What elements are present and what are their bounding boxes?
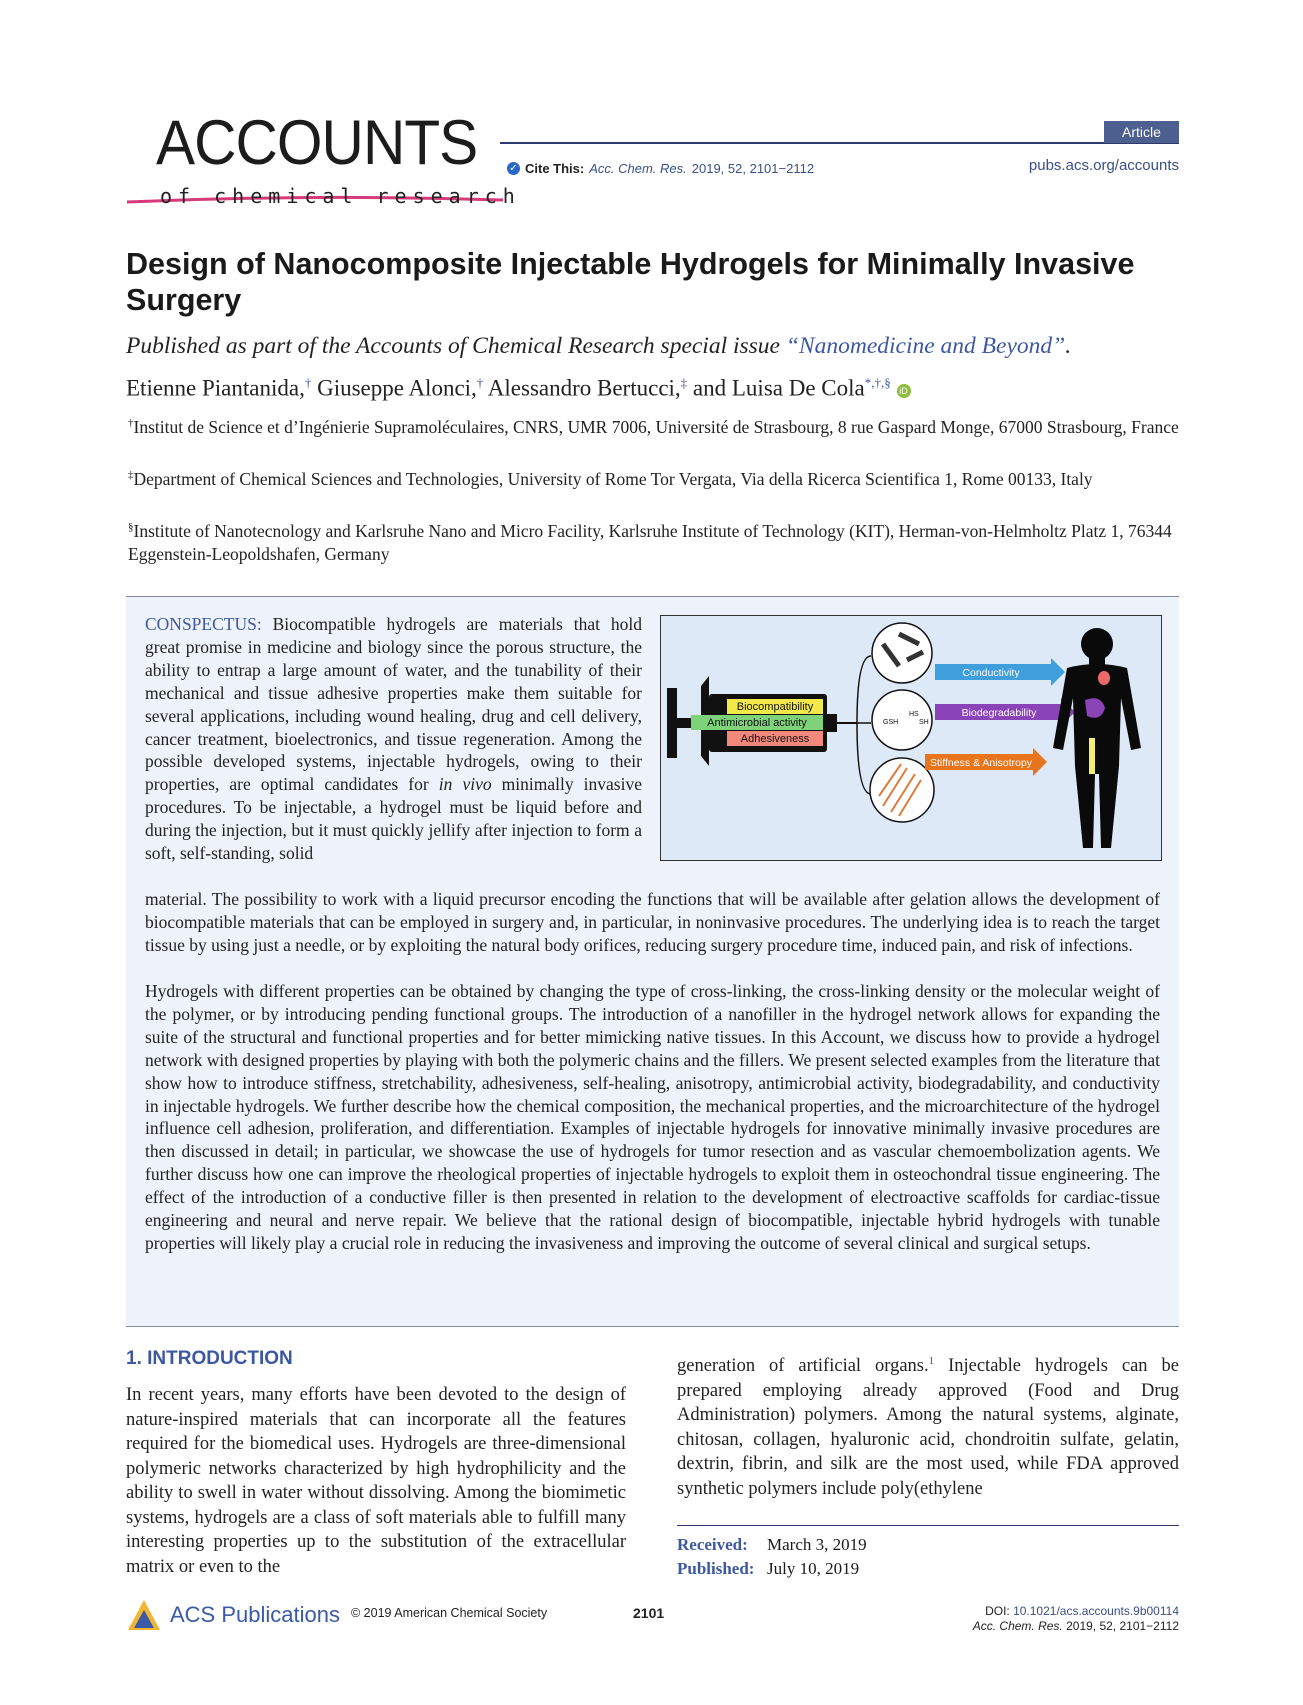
heart-icon (1098, 671, 1110, 685)
author-marks: ‡ (680, 375, 688, 390)
intro-text: generation of artificial organs. (677, 1356, 929, 1377)
received-date: March 3, 2019 (767, 1535, 867, 1554)
syringe-label: Antimicrobial activity (707, 717, 807, 729)
author-list (126, 375, 911, 402)
author-marks: † (304, 375, 312, 390)
journal-logo: ACCOUNTS (156, 108, 478, 178)
received-label: Received: (677, 1535, 748, 1554)
doi-link[interactable]: 10.1021/acs.accounts.9b00114 (1013, 1604, 1179, 1618)
author-name[interactable]: Alessandro Bertucci, (487, 375, 681, 401)
header-rule (500, 142, 1179, 144)
author-name[interactable]: Giuseppe Alonci, (317, 375, 477, 401)
special-issue-suffix: . (1065, 333, 1072, 359)
affiliation-mark: ‡ (128, 469, 134, 481)
syringe-label: Biocompatibility (736, 701, 814, 713)
affiliation-mark: † (128, 417, 134, 429)
conspectus-text: material. The possibility to work with a liquid precursor encoding the functions that will be available after gelation allows the development of biocompatible materials that can be employed in surgery and, in particular, in noninvasive procedures. The underlying idea is to reach the target tissue by using just a needle, or by exploiting the natural body orifices, reducing surgery procedure time, induced pain, and risk of infections. (145, 889, 1160, 955)
affiliation-text: Institut de Science et d’Ingénierie Supramoléculaires, CNRS, UMR 7006, Université de Strasbourg, 8 rue Gaspard Monge, 67000 Strasbourg, France (133, 416, 1179, 437)
article-dates (677, 1533, 867, 1581)
cite-this-link[interactable] (507, 161, 814, 176)
author-name[interactable]: Etienne Piantanida, (126, 375, 305, 401)
conspectus-italic: in vivo (438, 774, 492, 795)
dates-rule (677, 1525, 1179, 1526)
toc-graphic (660, 615, 1162, 861)
cite-journal: Acc. Chem. Res. (589, 161, 687, 176)
affiliation (128, 464, 1183, 491)
affiliation-text: Department of Chemical Sciences and Technologies, University of Rome Tor Vergata, Via della Ricerca Scientifica 1, Rome 00133, Italy (133, 468, 1093, 489)
conspectus-continuation (145, 888, 1160, 957)
intro-text-left: In recent years, many efforts have been devoted to the design of nature-inspired materials that can incorporate all the features required for the biomedical uses. Hydrogels are three-dimensional polymeric networks characterized by high hydrophilicity and the ability to swell in water without dissolving. Among the biomimetic systems, hydrogels are a class of soft materials able to fulfill many interesting properties up to the substitution of the extracellular matrix or even to the (126, 1385, 626, 1577)
arrow-label: Stiffness & Anisotropy (930, 757, 1032, 769)
branch-line (857, 656, 871, 723)
journal-logo-subtitle: of chemical research (160, 184, 521, 208)
conspectus-text: Hydrogels with different properties can be obtained by changing the type of cross-linking, the cross-linking density or the molecular weight of the polymer, or by introducing pending functional groups. The introduction of a nanofiller in the hydrogel network allows for expanding the suite of the structural and functional properties and for better mimicking native tissues. In this Account, we discuss how to provide a hydrogel network with designed properties by playing with both the polymeric chains and the fillers. We present selected examples from the literature that show how to introduce stiffness, stretchability, adhesiveness, self-healing, anisotropy, antimicrobial activity, biodegradability, and conductivity in injectable hydrogels. We further describe how the chemical composition, the mechanical properties, and the microarchitecture of the hydrogel influence cell adhesion, proliferation, and differentiation. Examples of injectable hydrogels for innovative minimally invasive procedures are then discussed in detail; in particular, we showcase the use of hydrogels for tumor resection and as vascular chemoembolization agents. We further discuss how one can improve the rheological properties of injectable hydrogels to exploit them in osteochondral tissue engineering. The effect of the introduction of a conductive filler is then presented in relation to the development of electroactive scaffolds for cardiac-tissue engineering and neural and nerve repair. We believe that the rational design of biocompatible, injectable hybrid hydrogels with tunable properties will likely play a crucial role in reducing the invasiveness and improving the outcome of several clinical and surgical setups. (145, 981, 1160, 1253)
special-issue-link[interactable]: “Nanomedicine and Beyond” (785, 333, 1066, 359)
toc-graphic-svg (661, 616, 1161, 860)
acs-hexagon-icon (126, 1598, 162, 1632)
acs-publications-logo[interactable] (126, 1598, 340, 1632)
orcid-icon[interactable]: iD (897, 384, 911, 398)
arrow-label: Biodegradability (961, 707, 1037, 719)
doi-prefix: DOI: (985, 1604, 1014, 1618)
affiliation (128, 516, 1183, 566)
cite-details: 2019, 52, 2101−2112 (691, 161, 815, 176)
author-name[interactable]: and Luisa De Cola (692, 375, 865, 401)
affiliation-text: Institute of Nanotecnology and Karlsruhe Nano and Micro Facility, Karlsruhe Institute of Technology (KIT), Herman-von-Helmholtz Platz 1, 76344 Eggenstein-Leopoldshafen, Germany (128, 520, 1172, 564)
acs-publications-text: ACS Publications (170, 1602, 340, 1627)
doi-block (973, 1604, 1179, 1634)
page-number: 2101 (633, 1605, 665, 1621)
cite-label: Cite This: (525, 161, 585, 176)
copyright-notice: © 2019 American Chemical Society (351, 1606, 548, 1620)
footer-journal: Acc. Chem. Res. (972, 1619, 1063, 1633)
bone-icon (1089, 738, 1095, 774)
special-issue-prefix: Published as part of the Accounts of Chemical Research special issue (126, 333, 786, 359)
article-title: Design of Nanocomposite Injectable Hydrogels for Minimally Invasive Surgery (126, 247, 1135, 317)
affiliation-mark: § (128, 521, 134, 533)
chem-label: SH (919, 719, 929, 726)
intro-text: Injectable hydrogels can be prepared employing already approved (Food and Drug Administration) polymers. Among the natural systems, alginate, chitosan, collagen, hyaluronic acid, chondroitin sulfate, gelatin, dextrin, fibrin, and silk are the most used, while FDA approved synthetic polymers include poly(ethylene (677, 1356, 1179, 1499)
author-marks: † (476, 375, 484, 390)
conspectus-text: Biocompatible hydrogels are materials that hold great promise in medicine and biology since the porous structure, the ability to entrap a large amount of water, and the tunability of their mechanical and tissue adhesive properties make them suitable for several applications, including wound healing, drug and cell delivery, cancer treatment, bioelectronics, and tissue regeneration. Among the possible developed systems, injectable hydrogels, owing to their properties, are optimal candidates for (145, 614, 642, 795)
chem-label: HS (909, 711, 919, 718)
special-issue-note (126, 333, 1071, 360)
conspectus-lead (145, 613, 642, 865)
article-type-badge: Article (1104, 121, 1179, 143)
section-heading: 1. INTRODUCTION (126, 1348, 293, 1369)
author-marks: *,†,§ (864, 375, 891, 390)
arrow-label: Conductivity (962, 667, 1020, 679)
affiliation (128, 412, 1183, 439)
human-body-icon (1053, 628, 1141, 848)
reference-link[interactable]: 1 (928, 1355, 935, 1367)
conspectus-text: minimally invasive procedures. To be injectable, a hydrogel must be liquid before and during the injection, but it must quickly jellify after injection to form a soft, self-standing, solid (145, 774, 643, 864)
journal-site-link[interactable]: pubs.acs.org/accounts (1028, 157, 1179, 174)
conspectus-paragraph (145, 980, 1160, 1255)
published-date: July 10, 2019 (767, 1559, 860, 1578)
branch-line (857, 723, 871, 794)
published-label: Published: (677, 1559, 755, 1578)
intro-text-right (677, 1349, 1179, 1501)
footer-citation: 2019, 52, 2101−2112 (1062, 1619, 1179, 1633)
chem-label: GSH (883, 719, 899, 726)
conspectus-label: CONSPECTUS: (145, 614, 262, 634)
check-icon: ✓ (507, 162, 520, 175)
syringe-label: Adhesiveness (740, 733, 810, 745)
